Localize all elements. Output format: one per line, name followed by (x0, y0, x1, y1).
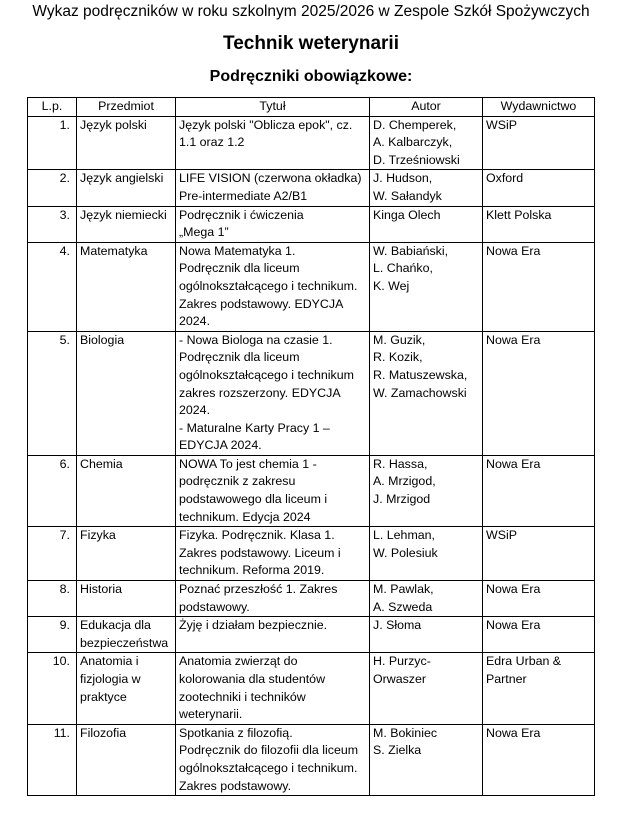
table-row (28, 242, 595, 331)
cell-publisher: Oxford (483, 170, 595, 206)
cell-lp: 11. (28, 724, 77, 795)
cell-title: Fizyka. Podręcznik. Klasa 1. Zakres podstawowy. Liceum i technikum. Reforma 2019. (176, 527, 370, 581)
table-row (28, 116, 595, 170)
header-author: Autor (370, 98, 483, 117)
cell-subject: Filozofia (77, 724, 176, 795)
cell-author: H. Purzyc- Orwaszer (370, 653, 483, 724)
table-row (28, 581, 595, 617)
cell-subject: Biologia (77, 331, 176, 455)
cell-title: - Nowa Biologa na czasie 1. Podręcznik dla liceum ogólnokształcącego i technikum zakres rozszerzony. EDYCJA 2024. - Maturalne Karty Pracy 1 – EDYCJA 2024. (176, 331, 370, 455)
cell-publisher: Nowa Era (483, 581, 595, 617)
cell-subject: Fizyka (77, 527, 176, 581)
table-row (28, 170, 595, 206)
cell-publisher: Edra Urban & Partner (483, 653, 595, 724)
cell-lp: 9. (28, 617, 77, 653)
textbook-table (27, 97, 595, 796)
cell-author: D. Chemperek, A. Kalbarczyk, D. Trześniowski (370, 116, 483, 170)
cell-publisher: Nowa Era (483, 617, 595, 653)
cell-author: M. Bokiniec S. Zielka (370, 724, 483, 795)
cell-title: NOWA To jest chemia 1 - podręcznik z zakresu podstawowego dla liceum i technikum. Edycja 2024 (176, 455, 370, 526)
table-header-row (28, 98, 595, 117)
header-title: Tytuł (176, 98, 370, 117)
cell-subject: Język angielski (77, 170, 176, 206)
cell-author: L. Lehman, W. Polesiuk (370, 527, 483, 581)
cell-publisher: Klett Polska (483, 206, 595, 242)
header-lp: L.p. (28, 98, 77, 117)
cell-title: Podręcznik i ćwiczenia „Mega 1” (176, 206, 370, 242)
cell-lp: 8. (28, 581, 77, 617)
cell-author: J. Słoma (370, 617, 483, 653)
table-row (28, 617, 595, 653)
table-row (28, 331, 595, 455)
cell-subject: Edukacja dla bezpieczeństwa (77, 617, 176, 653)
table-body (28, 116, 595, 796)
table-row (28, 653, 595, 724)
cell-publisher: WSiP (483, 527, 595, 581)
cell-title: LIFE VISION (czerwona okładka) Pre-intermediate A2/B1 (176, 170, 370, 206)
cell-author: M. Guzik, R. Kozik, R. Matuszewska, W. Zamachowski (370, 331, 483, 455)
cell-subject: Język polski (77, 116, 176, 170)
document-subtitle: Technik weterynarii (223, 33, 399, 54)
cell-lp: 2. (28, 170, 77, 206)
cell-lp: 4. (28, 242, 77, 331)
cell-author: W. Babiański, L. Chańko, K. Wej (370, 242, 483, 331)
table-row (28, 527, 595, 581)
cell-subject: Język niemiecki (77, 206, 176, 242)
section-heading: Podręczniki obowiązkowe: (209, 68, 413, 85)
cell-subject: Matematyka (77, 242, 176, 331)
cell-title: Anatomia zwierząt do kolorowania dla studentów zootechniki i techników weterynarii. (176, 653, 370, 724)
cell-title: Żyję i działam bezpiecznie. (176, 617, 370, 653)
cell-author: J. Hudson, W. Sałandyk (370, 170, 483, 206)
cell-subject: Historia (77, 581, 176, 617)
cell-lp: 7. (28, 527, 77, 581)
cell-subject: Anatomia i fizjologia w praktyce (77, 653, 176, 724)
header-subject: Przedmiot (77, 98, 176, 117)
cell-title: Język polski "Oblicza epok", cz. 1.1 oraz 1.2 (176, 116, 370, 170)
cell-publisher: Nowa Era (483, 724, 595, 795)
cell-subject: Chemia (77, 455, 176, 526)
cell-publisher: Nowa Era (483, 331, 595, 455)
header-publisher: Wydawnictwo (483, 98, 595, 117)
cell-title: Spotkania z filozofią. Podręcznik do filozofii dla liceum ogólnokształcącego i technikum. Zakres podstawowy. (176, 724, 370, 795)
cell-lp: 3. (28, 206, 77, 242)
table-row (28, 724, 595, 795)
cell-publisher: Nowa Era (483, 242, 595, 331)
document-title: Wykaz podręczników w roku szkolnym 2025/2026 w Zespole Szkół Spożywczych (32, 3, 590, 20)
cell-author: Kinga Olech (370, 206, 483, 242)
cell-lp: 1. (28, 116, 77, 170)
cell-title: Nowa Matematyka 1. Podręcznik dla liceum ogólnokształcącego i technikum. Zakres podstawowy. EDYCJA 2024. (176, 242, 370, 331)
cell-publisher: Nowa Era (483, 455, 595, 526)
cell-title: Poznać przeszłość 1. Zakres podstawowy. (176, 581, 370, 617)
cell-author: R. Hassa, A. Mrzigod, J. Mrzigod (370, 455, 483, 526)
table-row (28, 455, 595, 526)
cell-publisher: WSiP (483, 116, 595, 170)
table-row (28, 206, 595, 242)
cell-author: M. Pawlak, A. Szweda (370, 581, 483, 617)
cell-lp: 5. (28, 331, 77, 455)
cell-lp: 6. (28, 455, 77, 526)
cell-lp: 10. (28, 653, 77, 724)
